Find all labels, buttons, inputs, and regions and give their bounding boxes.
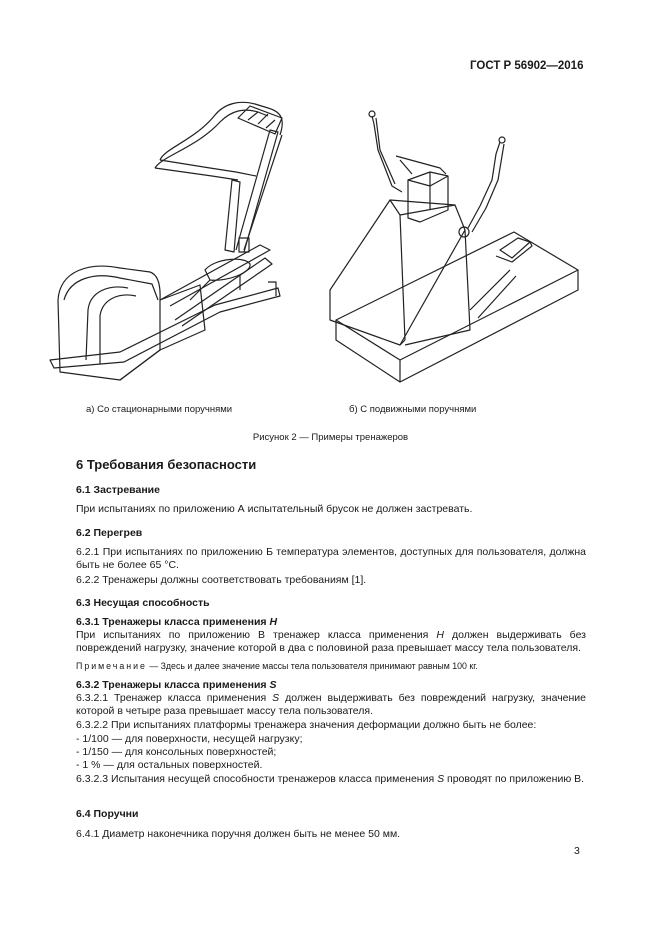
paragraph-6-3-1-part-b: должен выдерживать без повреждений нагрузку, значение которой в два с половиной раза превышает массу тела пользователя. — [76, 629, 586, 654]
paragraph-6-3-2-3-part-a: 6.3.2.3 Испытания несущей способности тренажеров класса применения — [76, 773, 435, 785]
heading-6-3-2 — [76, 679, 276, 691]
class-s-inline-1: S — [272, 692, 280, 704]
list-item: - 1/150 — для консольных поверхностей; — [76, 746, 277, 758]
heading-6-3-1 — [76, 616, 277, 628]
heading-6-3: 6.3 Несущая способность — [76, 597, 210, 609]
heading-6-3-1-text: 6.3.1 Тренажеры класса применения — [76, 616, 267, 628]
paragraph-6-3-2-3-part-b: проводят по приложению В. — [447, 773, 585, 785]
paragraph-6-2-1: 6.2.1 При испытаниях по приложению Б температура элементов, доступных для пользователя, должна быть не более 65 °С. — [76, 546, 586, 571]
note-label: Примечание — [76, 661, 147, 671]
class-s-inline-2: S — [437, 773, 445, 785]
note-text: — Здесь и далее значение массы тела пользователя принимают равным 100 кг. — [149, 661, 478, 671]
movable-handrail-trainer-drawing — [330, 111, 578, 382]
figure-caption-a: а) Со стационарными поручнями — [86, 404, 233, 415]
paragraph-6-3-1-part-a: При испытаниях по приложению В тренажер класса применения — [76, 629, 429, 641]
class-s-label: S — [269, 679, 277, 691]
paragraph-6-3-2-1 — [76, 692, 586, 718]
page-number: 3 — [574, 845, 580, 857]
document-id-header: ГОСТ Р 56902—2016 — [470, 60, 584, 72]
figure-title: Рисунок 2 — Примеры тренажеров — [252, 432, 409, 443]
paragraph-6-3-2-1-part-b: должен выдерживать без повреждений нагрузку, значение которой в четыре раза превышает массу тела пользователя. — [76, 692, 587, 717]
figure-trainers-illustration — [0, 100, 661, 400]
paragraph-6-3-2-1-part-a: 6.3.2.1 Тренажер класса применения — [76, 692, 267, 704]
heading-6-2: 6.2 Перегрев — [76, 527, 143, 539]
paragraph-6-2-2: 6.2.2 Тренажеры должны соответствовать требованиям [1]. — [76, 574, 367, 586]
class-h-label: H — [269, 616, 278, 628]
elliptical-trainer-drawing — [50, 102, 282, 380]
list-item: - 1/100 — для поверхности, несущей нагрузку; — [76, 733, 303, 745]
list-item: - 1 % — для остальных поверхностей. — [76, 759, 263, 771]
paragraph-6-3-2-2: 6.3.2.2 При испытаниях платформы тренажера значения деформации должно быть не более: — [76, 719, 537, 731]
heading-6-3-2-text: 6.3.2 Тренажеры класса применения — [76, 679, 267, 691]
paragraph-6-4-1: 6.4.1 Диаметр наконечника поручня должен быть не менее 50 мм. — [76, 828, 401, 840]
figure-caption-b: б) С подвижными поручнями — [349, 404, 477, 415]
class-h-inline: H — [436, 629, 444, 641]
note — [76, 661, 586, 671]
heading-6-4: 6.4 Поручни — [76, 808, 139, 820]
heading-6-1: 6.1 Застревание — [76, 484, 160, 496]
paragraph-6-3-2-3 — [76, 773, 586, 786]
paragraph-6-3-1 — [76, 629, 586, 655]
paragraph-6-1: При испытаниях по приложению А испытательный брусок не должен застревать. — [76, 503, 473, 515]
section-title: 6 Требования безопасности — [76, 457, 257, 472]
